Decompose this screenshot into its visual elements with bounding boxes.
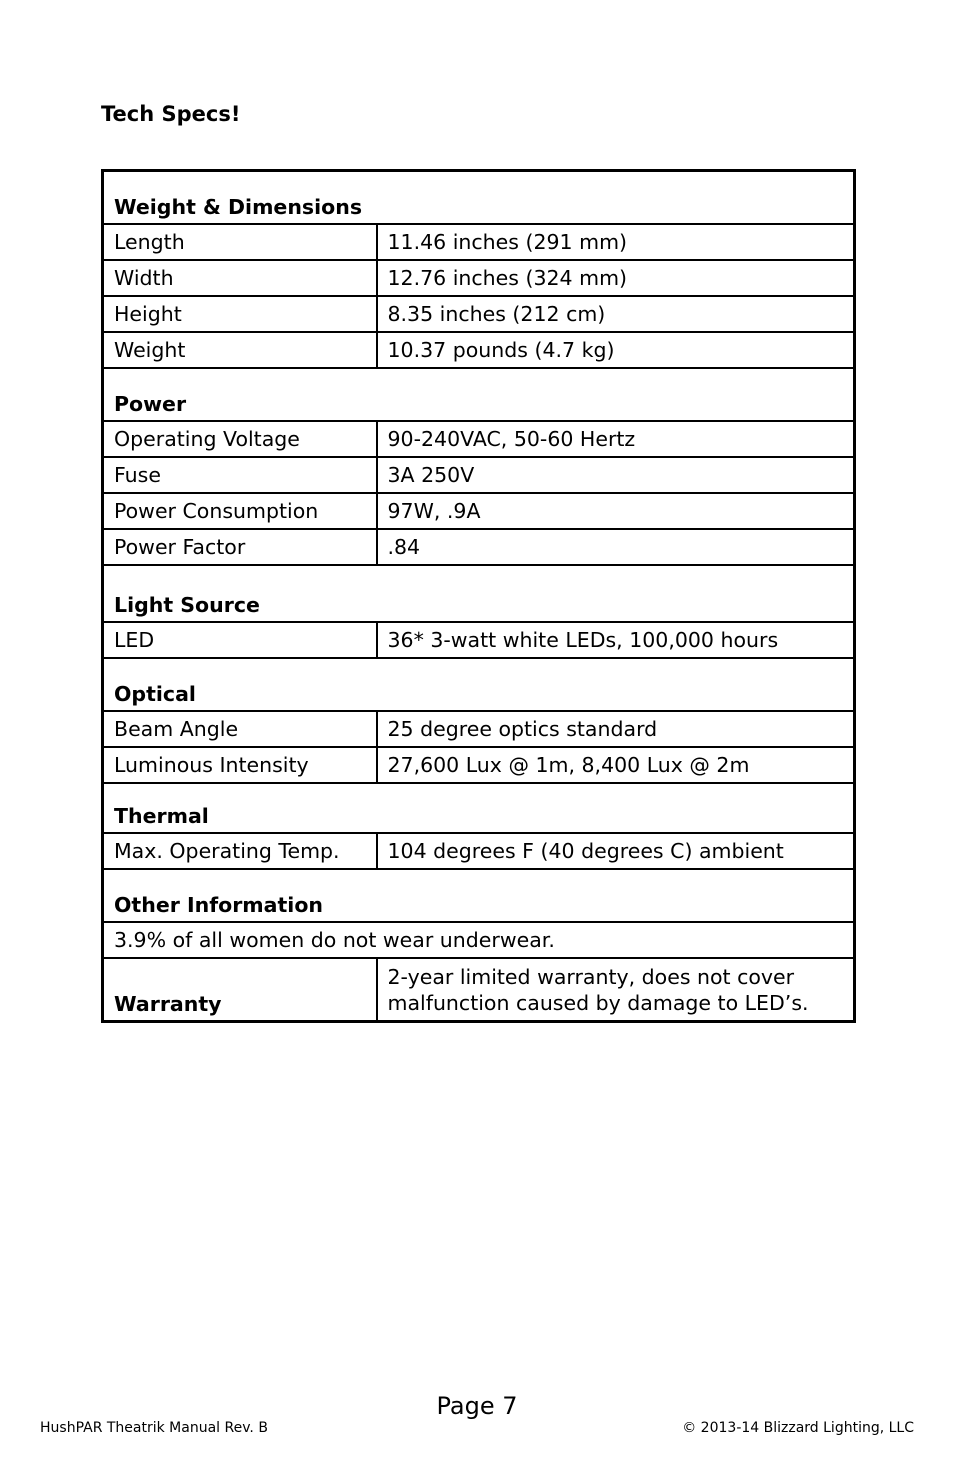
spec-value: 12.76 inches (324 mm)	[377, 260, 855, 296]
spec-label: Power Factor	[103, 529, 377, 565]
table-row	[103, 224, 855, 260]
other-info-note: 3.9% of all women do not wear underwear.	[103, 922, 855, 958]
footer-manual-title: HushPAR Theatrik Manual Rev. B	[40, 1420, 268, 1436]
spec-label: Width	[103, 260, 377, 296]
table-row	[103, 457, 855, 493]
spec-label: Max. Operating Temp.	[103, 833, 377, 869]
spec-value: 10.37 pounds (4.7 kg)	[377, 332, 855, 368]
footer-copyright: © 2013-14 Blizzard Lighting, LLC	[682, 1420, 914, 1436]
section-header	[103, 368, 855, 421]
table-row	[103, 493, 855, 529]
table-row	[103, 529, 855, 565]
spec-value: 8.35 inches (212 cm)	[377, 296, 855, 332]
table-row	[103, 296, 855, 332]
section-header	[103, 783, 855, 833]
spec-label: Fuse	[103, 457, 377, 493]
page-title: Tech Specs!	[101, 102, 241, 126]
section-header	[103, 171, 855, 225]
table-row	[103, 958, 855, 1022]
section-heading-weight: Weight & Dimensions	[103, 171, 855, 225]
spec-value: 11.46 inches (291 mm)	[377, 224, 855, 260]
spec-value: .84	[377, 529, 855, 565]
spec-value: 25 degree optics standard	[377, 711, 855, 747]
table-row	[103, 332, 855, 368]
section-header	[103, 658, 855, 711]
spec-label: Power Consumption	[103, 493, 377, 529]
spec-value: 3A 250V	[377, 457, 855, 493]
spec-value: 97W, .9A	[377, 493, 855, 529]
section-heading-optical: Optical	[103, 658, 855, 711]
spec-label: Beam Angle	[103, 711, 377, 747]
section-heading-thermal: Thermal	[103, 783, 855, 833]
table-row	[103, 922, 855, 958]
spec-label: Length	[103, 224, 377, 260]
spec-label: Weight	[103, 332, 377, 368]
section-header	[103, 869, 855, 922]
section-heading-other: Other Information	[103, 869, 855, 922]
section-header	[103, 565, 855, 622]
table-row	[103, 622, 855, 658]
section-heading-light-source: Light Source	[103, 565, 855, 622]
table-row	[103, 747, 855, 783]
section-heading-power: Power	[103, 368, 855, 421]
warranty-line-2: malfunction caused by damage to LED’s.	[387, 990, 809, 1015]
table-row	[103, 711, 855, 747]
warranty-label: Warranty	[103, 958, 377, 1022]
warranty-value	[377, 958, 855, 1022]
spec-label: Operating Voltage	[103, 421, 377, 457]
spec-label: Luminous Intensity	[103, 747, 377, 783]
table-row	[103, 421, 855, 457]
table-row	[103, 833, 855, 869]
spec-value: 27,600 Lux @ 1m, 8,400 Lux @ 2m	[377, 747, 855, 783]
spec-label: Height	[103, 296, 377, 332]
spec-label: LED	[103, 622, 377, 658]
tech-specs-table	[101, 169, 856, 1023]
spec-value: 104 degrees F (40 degrees C) ambient	[377, 833, 855, 869]
spec-value: 90-240VAC, 50-60 Hertz	[377, 421, 855, 457]
table-row	[103, 260, 855, 296]
spec-value: 36* 3-watt white LEDs, 100,000 hours	[377, 622, 855, 658]
page-number: Page 7	[436, 1392, 518, 1420]
warranty-line-1: 2-year limited warranty, does not cover	[387, 964, 795, 989]
